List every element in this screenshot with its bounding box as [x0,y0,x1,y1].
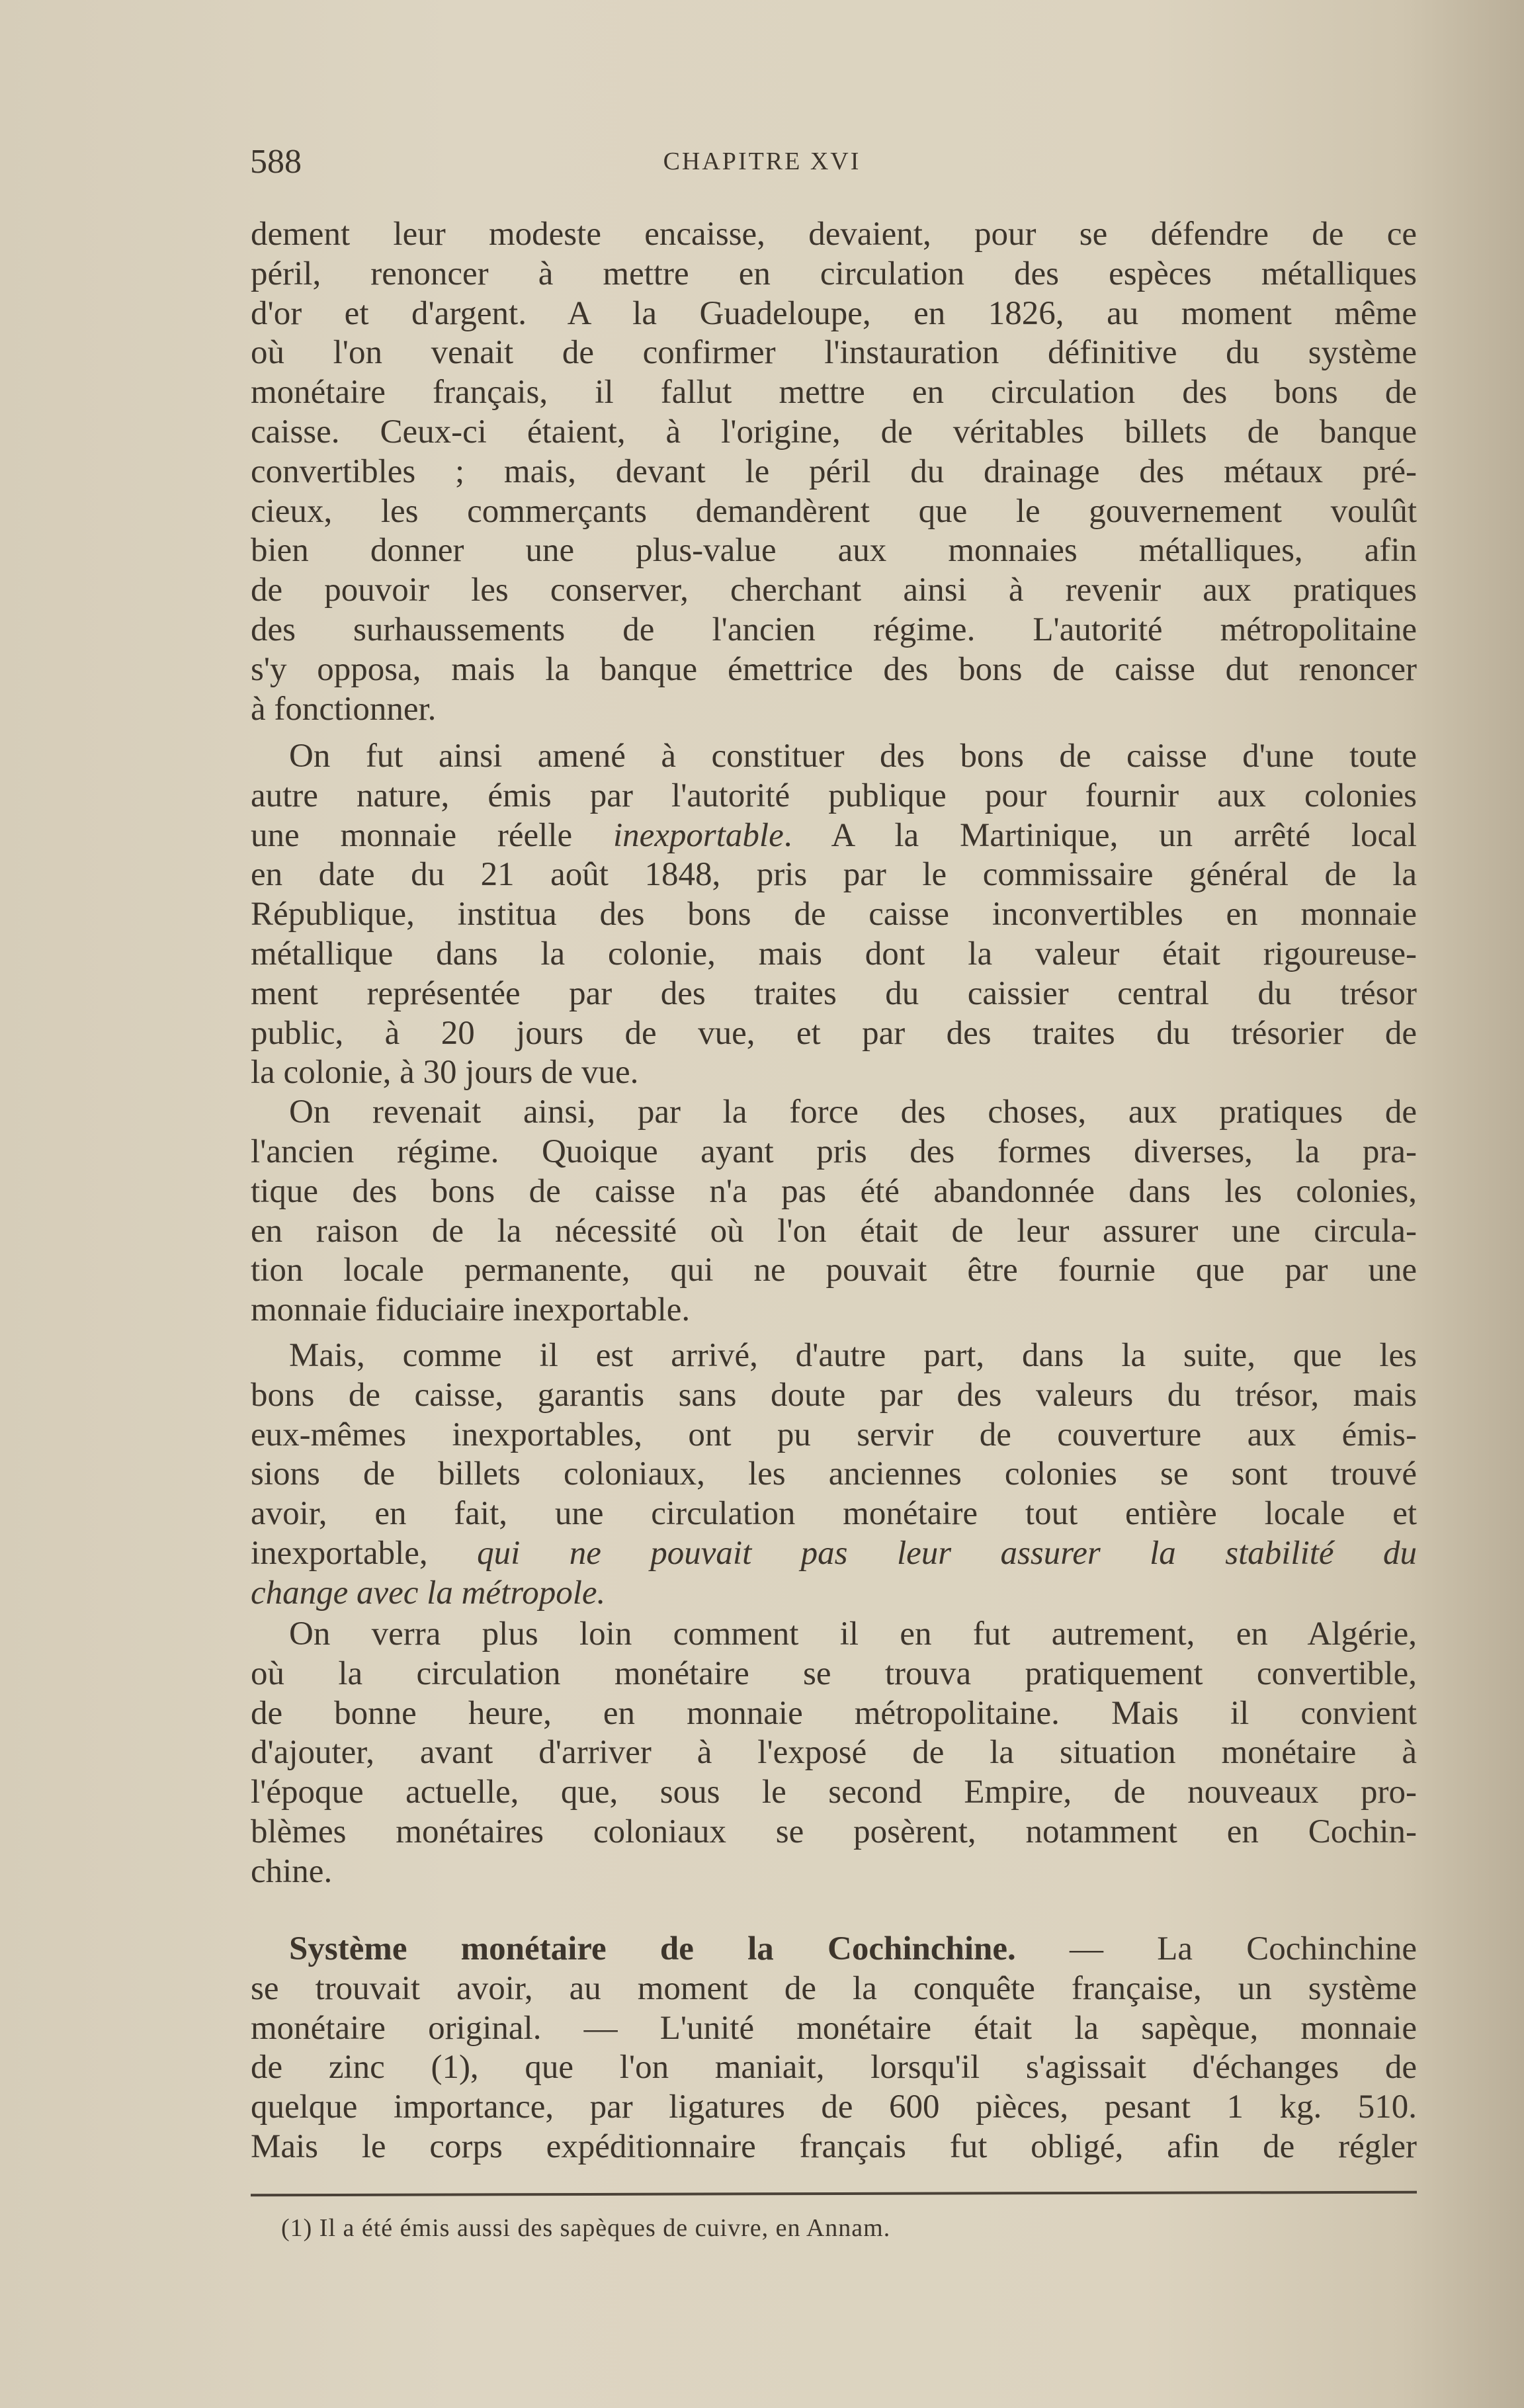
text-line: des surhaussements de l'ancien régime. L'autorité métropolitaine [251,611,1417,648]
text-line: métallique dans la colonie, mais dont la valeur était rigoureuse- [251,935,1417,972]
paragraph [251,215,1417,729]
text-line: péril, renoncer à mettre en circulation des espèces métalliques [251,255,1417,292]
text-line: se trouvait avoir, au moment de la conquête française, un système [251,1969,1417,2007]
text-line: de pouvoir les conserver, cherchant ainsi à revenir aux pratiques [251,572,1417,609]
footnote: (1) Il a été émis aussi des sapèques de cuivre, en Annam. [281,2214,891,2242]
text-line: ment représentée par des traites du caissier central du trésor [251,974,1417,1012]
text-line: l'ancien régime. Quoique ayant pris des formes diverses, la pra- [251,1133,1417,1170]
italic-text: change avec la métropole. [251,1574,606,1612]
text-line: tique des bons de caisse n'a pas été abandonnée dans les colonies, [251,1172,1417,1210]
text-line: convertibles ; mais, devant le péril du drainage des métaux pré- [251,452,1417,490]
text-line: d'ajouter, avant d'arriver à l'exposé de la situation monétaire à [251,1734,1417,1772]
text-line: monétaire original. — L'unité monétaire était la sapèque, monnaie [251,2009,1417,2047]
text-line: bons de caisse, garantis sans doute par des valeurs du trésor, mais [251,1376,1417,1414]
text-span: une monnaie réelle [251,816,613,854]
text-line: Mais, comme il est arrivé, d'autre part, dans la suite, que les [289,1337,1417,1374]
text-line: la colonie, à 30 jours de vue. [251,1054,639,1092]
text-line: bien donner une plus-value aux monnaies métalliques, afin [251,532,1417,570]
footnote-divider [251,2191,1417,2197]
page-number: 588 [250,143,302,181]
text-line: en raison de la nécessité où l'on était de leur assurer une circula- [251,1212,1417,1250]
text-line [251,1574,1417,1613]
text-line: où l'on venait de confirmer l'instauration définitive du système [251,334,1417,372]
text-line [251,1534,1417,1574]
text-line: d'or et d'argent. A la Guadeloupe, en 1826, au moment même [251,294,1417,332]
paragraph [251,1336,1417,1613]
italic-text: qui ne pouvait pas leur assurer la stabilité du [477,1534,1417,1572]
text-line: tion locale permanente, qui ne pouvait être fournie que par une [251,1252,1417,1289]
running-head: CHAPITRE XVI [663,148,861,175]
text-line: On revenait ainsi, par la force des choses, aux pratiques de [289,1094,1417,1131]
text-line: monétaire français, il fallut mettre en circulation des bons de [251,374,1417,411]
text-line: eux-mêmes inexportables, ont pu servir de couverture aux émis- [251,1416,1417,1453]
text-line: quelque importance, par ligatures de 600 pièces, pesant 1 kg. 510. [251,2088,1417,2126]
paragraph [251,737,1417,1330]
text-line: avoir, en fait, une circulation monétaire tout entière locale et [251,1495,1417,1533]
text-span: . A la Martinique, un arrêté local [783,816,1417,854]
text-span: inexportable, [251,1534,478,1572]
section-heading: Système monétaire de la Cochinchine. [289,1930,1016,1967]
text-line: chine. [251,1852,333,1890]
text-line: sions de billets coloniaux, les anciennes colonies se sont trouvé [251,1455,1417,1493]
text-line [251,816,1417,856]
text-line: On verra plus loin comment il en fut autrement, en Algérie, [289,1615,1417,1653]
text-line: On fut ainsi amené à constituer des bons de caisse d'une toute [289,738,1417,775]
text-line: dement leur modeste encaisse, devaient, pour se défendre de ce [251,216,1417,253]
section-paragraph [251,1930,1417,2167]
text-line: blèmes monétaires coloniaux se posèrent, notamment en Cochin- [251,1813,1417,1850]
text-line: de bonne heure, en monnaie métropolitaine. Mais il convient [251,1694,1417,1732]
text-line: monnaie fiduciaire inexportable. [251,1291,691,1329]
text-line: où la circulation monétaire se trouva pratiquement convertible, [251,1655,1417,1692]
text-line: République, institua des bons de caisse inconvertibles en monnaie [251,896,1417,933]
text-line [251,1930,1417,1969]
text-span: — La Cochinchine [1015,1930,1417,1967]
text-line: de zinc (1), que l'on maniait, lorsqu'il s'agissait d'échanges de [251,2049,1417,2086]
text-line: s'y opposa, mais la banque émettrice des bons de caisse dut renoncer [251,650,1417,688]
text-line: en date du 21 août 1848, pris par le commissaire général de la [251,856,1417,894]
paragraph [251,1615,1417,1892]
italic-text: inexportable [613,816,784,854]
text-line: public, à 20 jours de vue, et par des traites du trésorier de [251,1014,1417,1052]
text-line: caisse. Ceux-ci étaient, à l'origine, de véritables billets de banque [251,413,1417,451]
text-line: autre nature, émis par l'autorité publique pour fournir aux colonies [251,777,1417,814]
text-line: à fonctionner. [251,690,437,728]
text-line: cieux, les commerçants demandèrent que le gouvernement voulût [251,492,1417,530]
text-line: l'époque actuelle, que, sous le second Empire, de nouveaux pro- [251,1774,1417,1811]
text-line: Mais le corps expéditionnaire français fut obligé, afin de régler [251,2128,1417,2165]
